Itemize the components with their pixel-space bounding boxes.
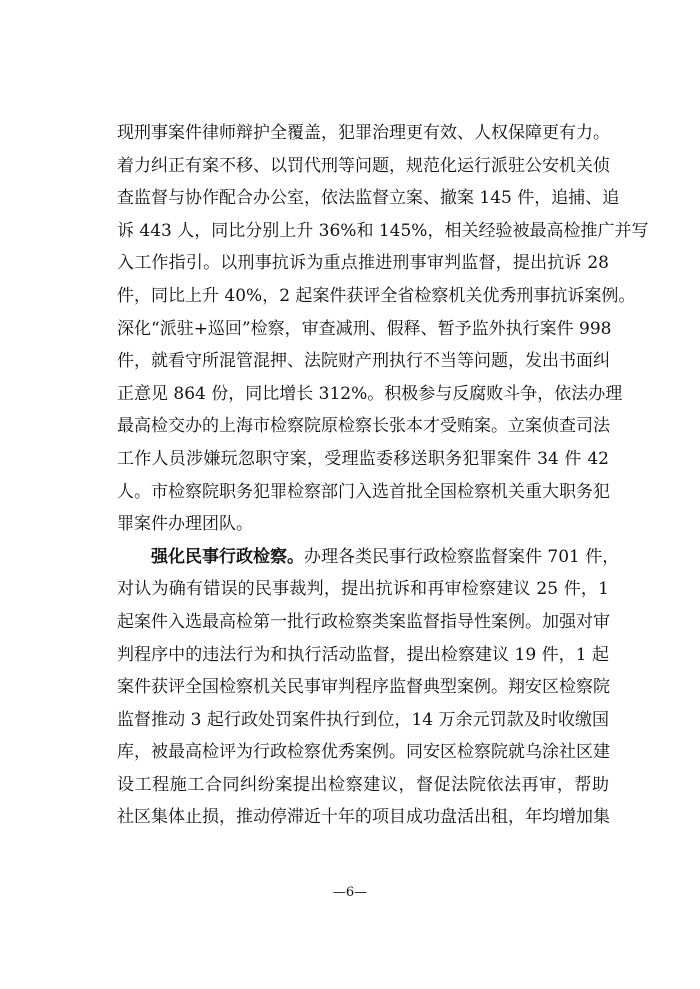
body-text [117,117,649,834]
text-line: 深化“派驻+巡回”检察，审查减刑、假释、暂予监外执行案件 998 [117,318,612,339]
text-line: 正意见 864 份，同比增长 312%。积极参与反腐败斗争，依法办理 [117,383,623,404]
text-line: 库，被最高检评为行政检察优秀案例。同安区检察院就乌涂社区建 [117,742,610,763]
paragraph-first-line [117,541,620,574]
text-line: 工作人员涉嫌玩忽职守案，受理监委移送职务犯罪案件 34 件 42 [117,448,609,469]
text-line: 起案件入选最高检第一批行政检察类案监督指导性案例。加强对审 [117,611,610,632]
text-line: 设工程施工合同纠纷案提出检察建议，督促法院依法再审，帮助 [117,774,609,795]
text-line: 着力纠正有案不移、以罚代刑等问题，规范化运行派驻公安机关侦 [117,155,610,176]
paragraph-first-line-text: 办理各类民事行政检察监督案件 701 件， [304,546,620,567]
text-line: 件，就看守所混管混押、法院财产刑执行不当等问题，发出书面纠 [117,351,610,372]
text-line: 监督推动 3 起行政处罚案件执行到位，14 万余元罚款及时收缴国 [117,709,609,730]
text-line: 社区集体止损，推动停滞近十年的项目成功盘活出租，年均增加集 [117,807,610,828]
text-line: 案件获评全国检察机关民事审判程序监督典型案例。翔安区检察院 [117,677,610,698]
text-line: 现刑事案件律师辩护全覆盖，犯罪治理更有效、人权保障更有力。 [117,123,610,143]
text-line: 判程序中的违法行为和执行活动监督，提出检察建议 19 件，1 起 [117,644,609,665]
text-line: 入工作指引。以刑事抗诉为重点推进刑事审判监督，提出抗诉 28 [117,253,609,274]
text-line: 人。市检察院职务犯罪检察部门入选首批全国检察机关重大职务犯 [117,481,610,502]
page-number: —6— [332,885,368,900]
text-line: 最高检交办的上海市检察院原检察长张本才受贿案。立案侦查司法 [117,416,610,437]
paragraph-heading: 强化民事行政检察。 [151,546,304,567]
text-line: 对认为确有错误的民事裁判，提出抗诉和再审检察建议 25 件，1 [117,579,609,600]
text-line: 查监督与协作配合办公室，依法监督立案、撤案 145 件，追捕、追 [117,188,620,209]
text-line: 诉 443 人，同比分别上升 36%和 145%，相关经验被最高检推广并写 [117,220,649,241]
text-line: 罪案件办理团队。 [117,514,253,535]
text-line: 件，同比上升 40%，2 起案件获评全省检察机关优秀刑事抗诉案例。 [117,285,636,306]
